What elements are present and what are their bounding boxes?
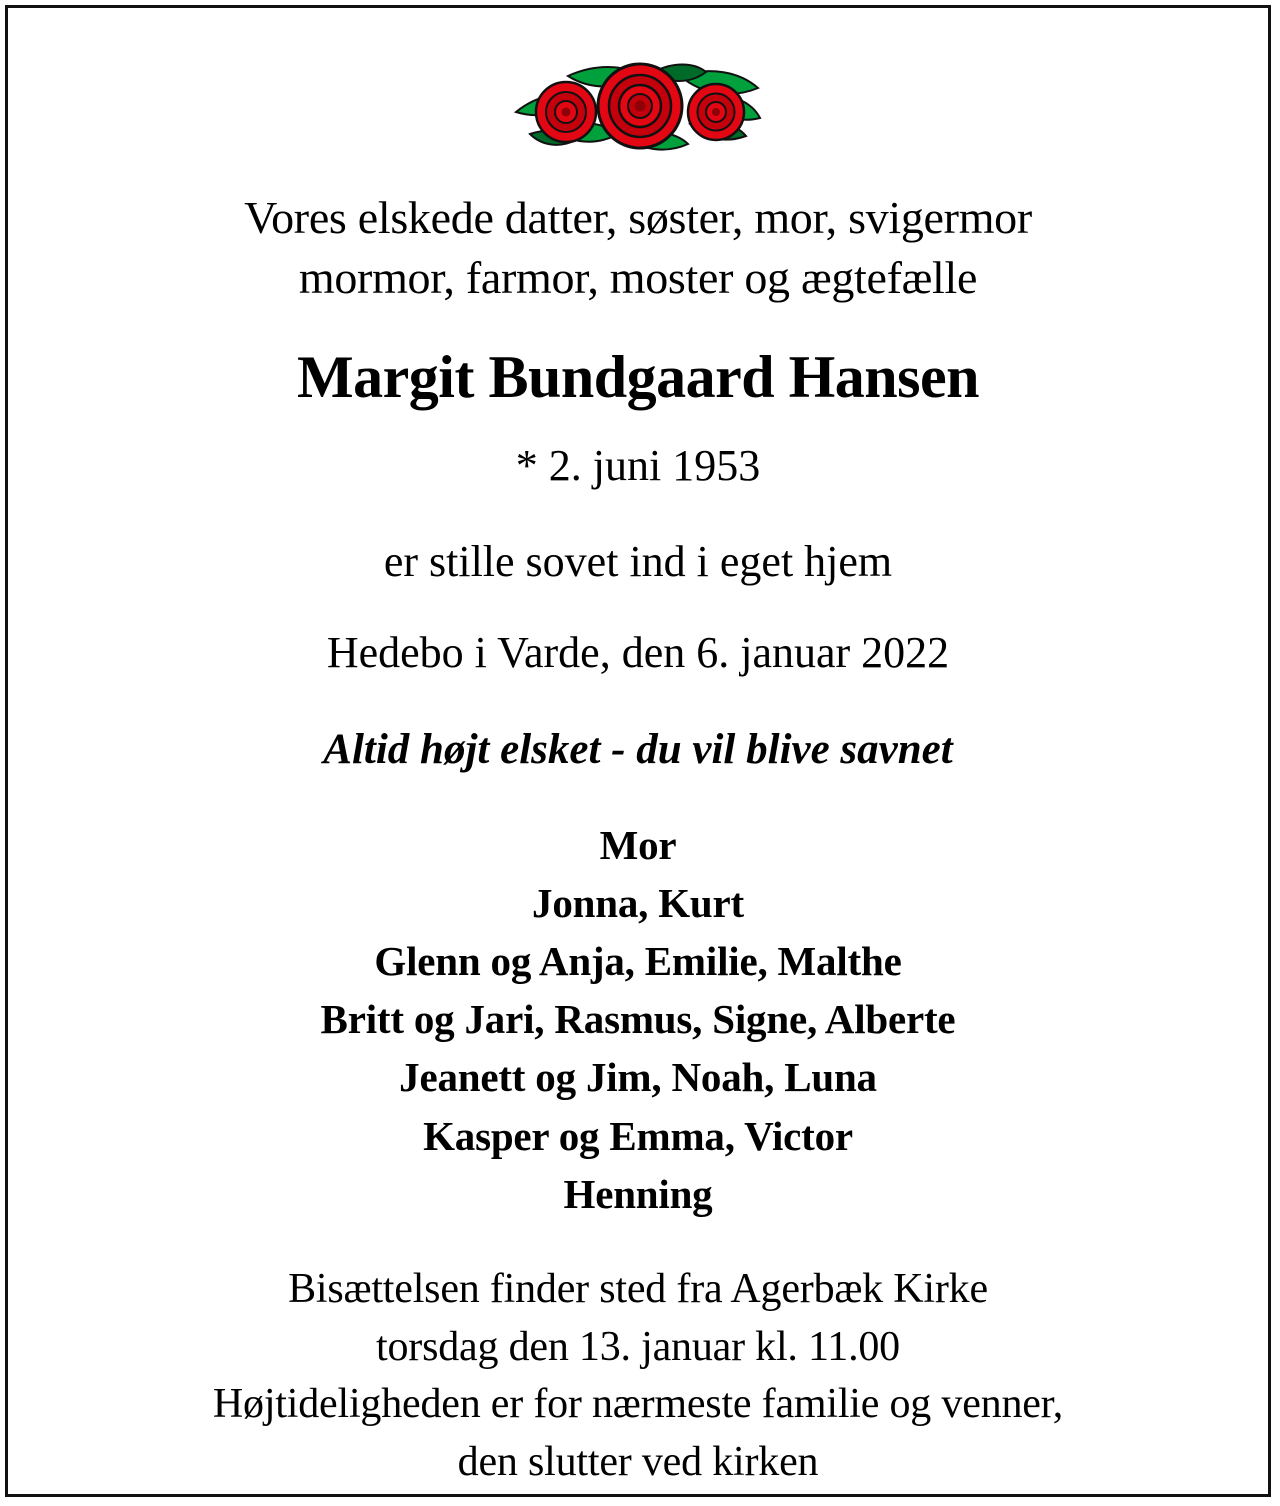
- survivor-line: Glenn og Anja, Emilie, Malthe: [374, 938, 902, 985]
- service-line: Højtideligheden er for nærmeste familie og venner,: [212, 1381, 1064, 1428]
- deceased-name: Margit Bundgaard Hansen: [297, 343, 979, 410]
- service-line: Bisættelsen finder sted fra Agerbæk Kirke: [288, 1266, 988, 1313]
- survivors-list: [8, 816, 1268, 1224]
- relations-line: Vores elskede datter, søster, mor, svigermor: [244, 192, 1032, 243]
- red-roses-ornament: [508, 50, 768, 162]
- service-line: den slutter ved kirken: [457, 1438, 819, 1485]
- place-and-date-of-death: Hedebo i Varde, den 6. januar 2022: [326, 628, 950, 678]
- birth-date: * 2. juni 1953: [515, 440, 761, 490]
- survivor-line: Henning: [563, 1170, 713, 1217]
- passing-statement: er stille sovet ind i eget hjem: [383, 537, 893, 587]
- service-line: torsdag den 13. januar kl. 11.00: [376, 1323, 900, 1370]
- survivor-line: Jeanett og Jim, Noah, Luna: [399, 1054, 877, 1101]
- survivor-line: Mor: [599, 821, 677, 868]
- survivor-line: Kasper og Emma, Victor: [423, 1112, 853, 1159]
- epitaph-text: Altid højt elsket - du vil blive savnet: [323, 725, 953, 773]
- service-details: [8, 1261, 1268, 1491]
- survivor-line: Jonna, Kurt: [532, 879, 744, 926]
- obituary-notice: [5, 5, 1271, 1497]
- survivor-line: Britt og Jari, Rasmus, Signe, Alberte: [320, 996, 956, 1043]
- relations-text: [8, 188, 1268, 308]
- relations-line: mormor, farmor, moster og ægtefælle: [298, 251, 978, 303]
